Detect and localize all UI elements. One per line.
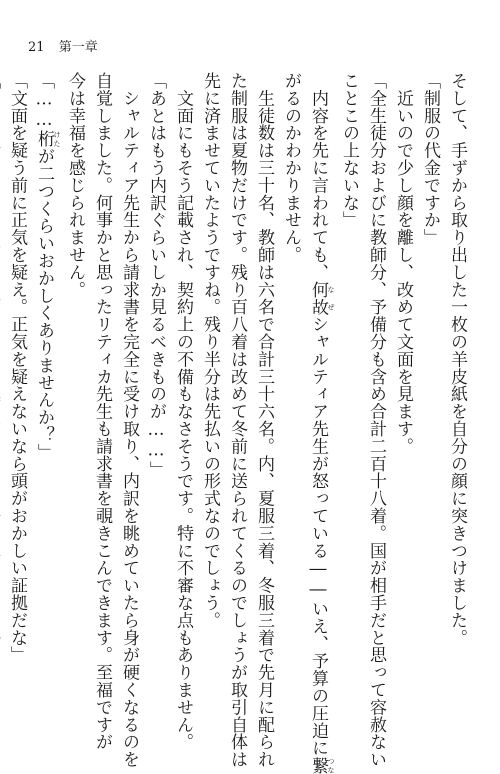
text-line: 「文面を疑う前に正気を疑え。正気を疑えないなら頭がおかしい証拠だな」 — [7, 72, 27, 664]
text-line: ことこの上ないな」 — [339, 72, 359, 229]
ruby-tsunaga: 繋 つな — [308, 756, 335, 774]
text-line: がるのかわかりません。 — [281, 72, 301, 264]
vertical-body-text — [0, 72, 470, 774]
text-line — [0, 72, 3, 678]
running-header — [28, 40, 98, 56]
text-line: 内容を先に言われても、何故 なぜシャルティア先生が怒っている――いえ、予算の圧迫に繋 つな — [308, 72, 335, 774]
text-line: 先に済ませていたようですね。残り半分は先払いの形式なのでしょう。 — [200, 72, 220, 629]
text-line: 「あとはもう内訳ぐらいしか見るべきものが……」 — [146, 72, 166, 479]
text-line: 「……桁 けたが二つくらいおかしくありませんか？」 — [34, 72, 61, 461]
text-line: た制服は夏物だけです。残り百八着は改めて冬前に送られてくるのでしょうが取引自体は — [227, 72, 247, 768]
chapter-title: 第一章 — [58, 40, 98, 55]
page-number: 21 — [28, 40, 45, 55]
text-line: 「制服の代金ですか」 — [420, 72, 440, 246]
text-line: 今は幸福を感じられません。 — [65, 72, 85, 299]
text-line: そして、手ずから取り出した一枚の羊皮紙を自分の顔に突きつけました。 — [447, 72, 467, 647]
text-line: シャルティア先生から請求書を完全に受け取り、内訳を眺めていたら身が硬くなるのを — [119, 72, 139, 768]
text-line: 生徒数は三十名、教師は六名で合計三十六名。内、夏服三着、冬服三着で先月に配られ — [254, 72, 274, 768]
text-line: 文面にもそう記載され、契約上の不備もなさそうです。特に不審な点もありません。 — [173, 72, 193, 751]
text-line: 「全生徒分およびに教師分、予備分も含め合計二百十八着。国が相手だと思って容赦ない — [366, 72, 386, 768]
ruby-naze: 何故 なぜ — [308, 280, 335, 316]
text-line: 自覚しました。何事かと思ったリティカ先生も請求書を覗きこんできます。至福ですが — [92, 72, 112, 751]
text-line: 近いので少し顔を離し、改めて文面を見ます。 — [393, 72, 413, 455]
ruby-keta: 桁 けた — [34, 130, 61, 148]
